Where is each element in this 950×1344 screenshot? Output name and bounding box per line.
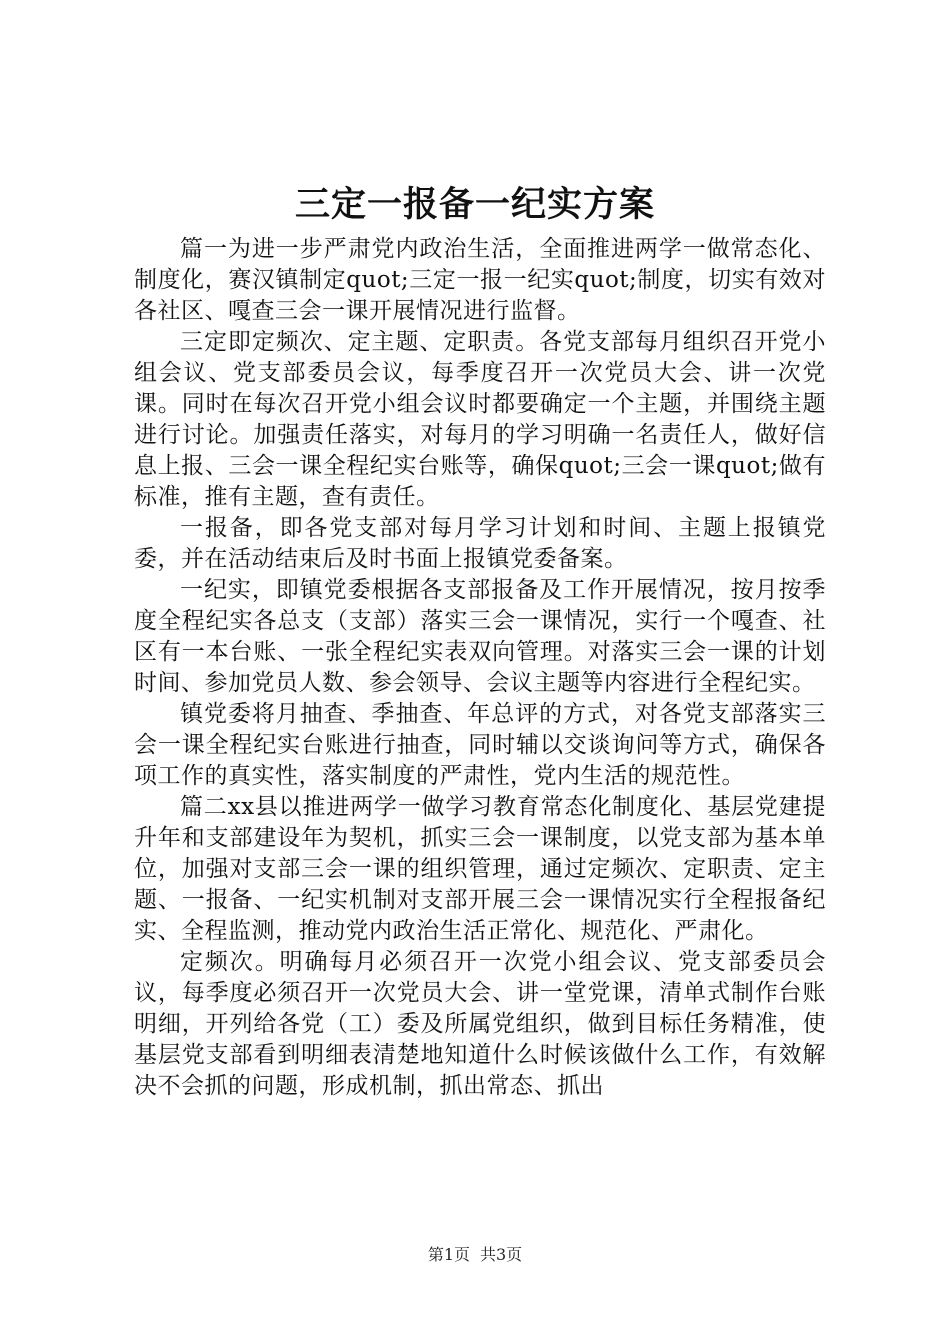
paragraph-6: 篇二xx县以推进两学一做学习教育常态化制度化、基层党建提升年和支部建设年为契机，抓实三会一课制度，以党支部为基本单位，加强对支部三会一课的组织管理，通过定频次、定职责、定主题、一报备、一纪实机制对支部开展三会一课情况实行全程报备纪实、全程监测，推动党内政治生活正常化、规范化、严肃化。 xyxy=(134,794,826,944)
paragraph-2: 三定即定频次、定主题、定职责。各党支部每月组织召开党小组会议、党支部委员会议，每季度召开一次党员大会、讲一次党课。同时在每次召开党小组会议时都要确定一个主题，并围绕主题进行讨论。加强责任落实，对每月的学习明确一名责任人，做好信息上报、三会一课全程纪实台账等，确保quot;三会一课quot;做有标准，推有主题，查有责任。 xyxy=(134,329,826,510)
page-total: 共3页 xyxy=(480,1245,523,1264)
page-number: 第1页 xyxy=(427,1245,470,1264)
paragraph-5: 镇党委将月抽查、季抽查、年总评的方式，对各党支部落实三会一课全程纪实台账进行抽查，同时辅以交谈询问等方式，确保各项工作的真实性，落实制度的严肃性，党内生活的规范性。 xyxy=(134,701,826,789)
paragraph-4: 一纪实，即镇党委根据各支部报备及工作开展情况，按月按季度全程纪实各总支（支部）落实三会一课情况，实行一个嘎查、社区有一本台账、一张全程纪实表双向管理。对落实三会一课的计划时间、参加党员人数、参会领导、会议主题等内容进行全程纪实。 xyxy=(134,577,826,696)
page-footer xyxy=(0,1244,950,1266)
document-title: 三定一报备一纪实方案 xyxy=(294,184,655,225)
paragraph-1: 篇一为进一步严肃党内政治生活，全面推进两学一做常态化、制度化，赛汉镇制定quot;三定一报一纪实quot;制度，切实有效对各社区、嘎查三会一课开展情况进行监督。 xyxy=(134,236,826,324)
paragraph-7: 定频次。明确每月必须召开一次党小组会议、党支部委员会议，每季度必须召开一次党员大会、讲一堂党课，清单式制作台账明细，开列给各党（工）委及所属党组织，做到目标任务精准，使基层党支部看到明细表清楚地知道什么时候该做什么工作，有效解决不会抓的问题，形成机制，抓出常态、抓出 xyxy=(134,949,826,1099)
document-body xyxy=(134,234,826,1102)
paragraph-3: 一报备，即各党支部对每月学习计划和时间、主题上报镇党委，并在活动结束后及时书面上报镇党委备案。 xyxy=(134,515,826,572)
